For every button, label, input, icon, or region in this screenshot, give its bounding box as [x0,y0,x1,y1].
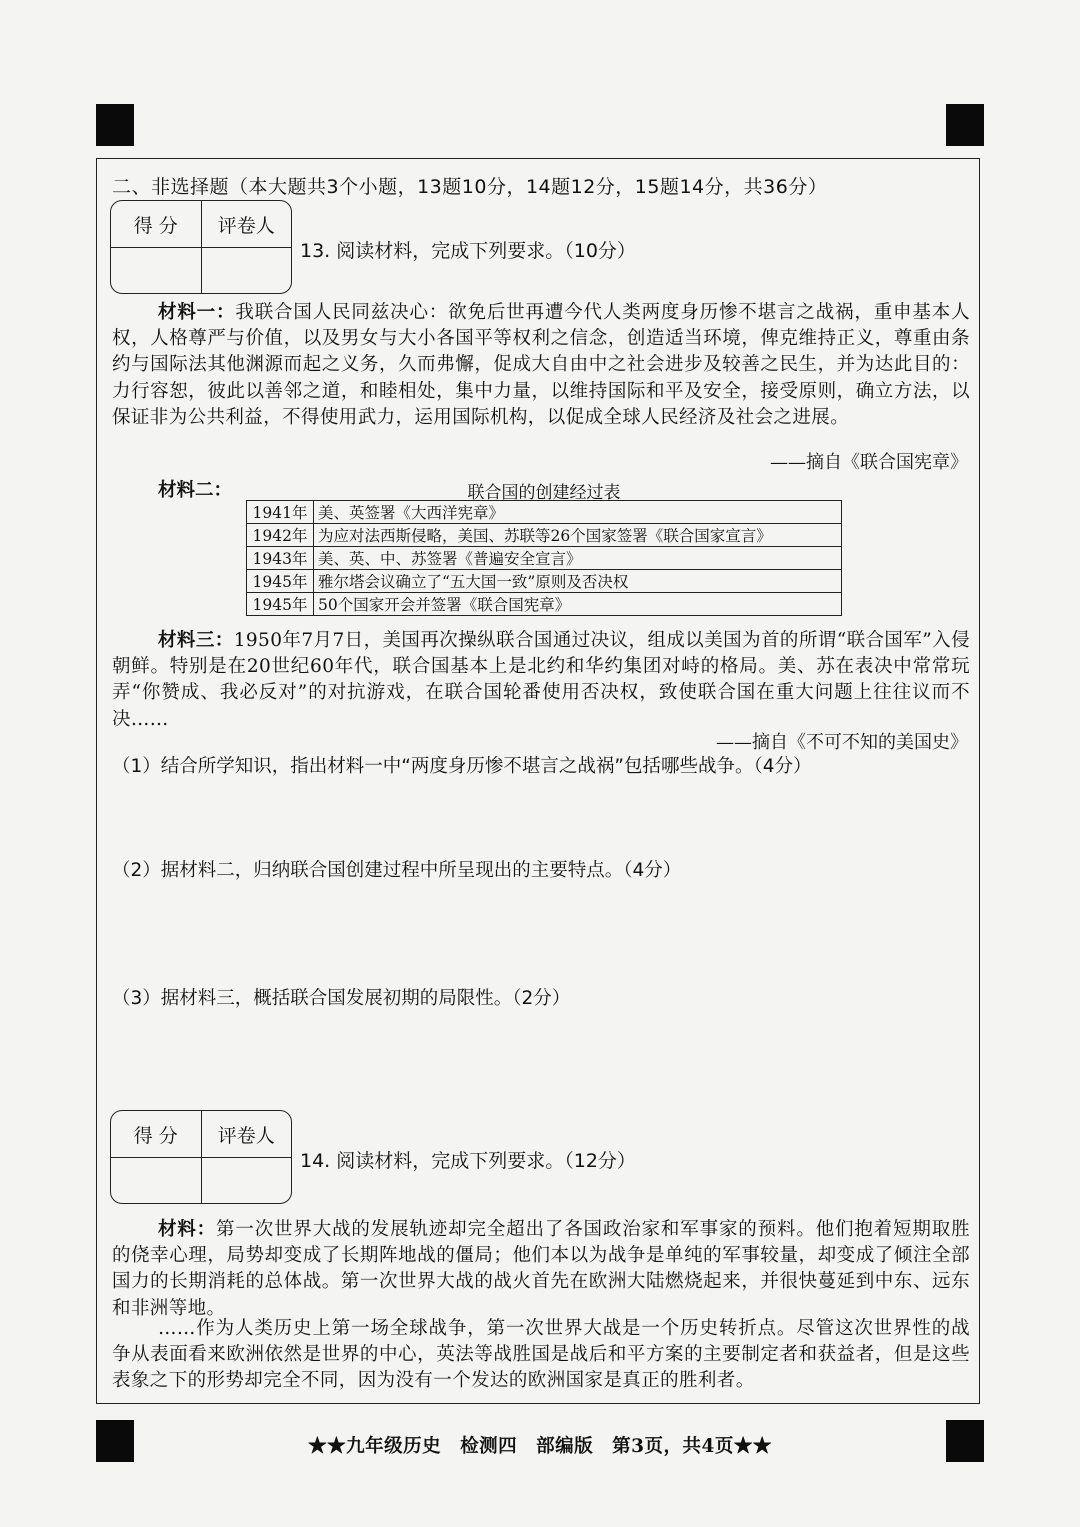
score-label: 得 分 [133,214,178,237]
table-year: 1941年 [247,501,314,524]
table-row [247,524,842,547]
founding-table [246,500,842,616]
score-box-q14 [110,1110,292,1204]
score-input[interactable] [111,1158,201,1204]
score-label: 得 分 [133,1124,178,1147]
material-3-source: ——摘自《不可不知的美国史》 [716,732,968,753]
table-event: 雅尔塔会议确立了“五大国一致”原则及否决权 [314,570,842,593]
material-1-label: 材料一： [158,302,236,323]
table-event: 50个国家开会并签署《联合国宪章》 [314,593,842,616]
table-year: 1943年 [247,547,314,570]
table-year: 1945年 [247,570,314,593]
table-event: 为应对法西斯侵略，美国、苏联等26个国家签署《联合国家宣言》 [314,524,842,547]
table-row [247,593,842,616]
material-2-label: 材料二： [158,480,233,501]
score-input[interactable] [111,248,201,294]
q13-title: 13. 阅读材料，完成下列要求。（10分） [300,240,636,262]
material-3-label: 材料三： [158,630,234,651]
grader-input[interactable] [201,248,292,294]
q14-material-p1 [112,1217,970,1322]
q13-material-3 [112,628,970,733]
table-row [247,501,842,524]
grader-label: 评卷人 [201,201,292,247]
q13-sub-question-3: （3）据材料三，概括联合国发展初期的局限性。（2分） [112,988,571,1009]
q13-material-1 [112,300,970,431]
q14-material-text-2: ……作为人类历史上第一场全球战争，第一次世界大战是一个历史转折点。尽管这次世界性的战争从表面看来欧洲依然是世界的中心，英法等战胜国是战后和平方案的主要制定者和获益者，但是这些表象之下的形势却完全不同，因为没有一个发达的欧洲国家是真正的胜利者。 [112,1318,970,1392]
table-year: 1942年 [247,524,314,547]
material-3-text: 1950年7月7日，美国再次操纵联合国通过决议，组成以美国为首的所谓“联合国军”入侵朝鲜。特别是在20世纪60年代，联合国基本上是北约和华约集团对峙的格局。美、苏在表决中常常玩弄“你赞成、我必反对”的对抗游戏，在联合国轮番使用否决权，致使联合国在重大问题上往往议而不决…… [112,630,970,730]
material-1-source: ——摘自《联合国宪章》 [770,452,968,473]
table-event: 美、英、中、苏签署《普遍安全宣言》 [314,547,842,570]
page-footer: ★★九年级历史 检测四 部编版 第3页，共4页★★ [308,1436,772,1457]
q14-material-label: 材料： [158,1219,217,1240]
registration-mark-top-right [946,104,984,146]
grader-label: 评卷人 [201,1111,292,1157]
grader-input[interactable] [201,1158,292,1204]
registration-mark-top-left [96,104,134,146]
table-year: 1945年 [247,593,314,616]
table-title: 联合国的创建经过表 [467,483,621,503]
q13-sub-question-1: （1）结合所学知识，指出材料一中“两度身历惨不堪言之战祸”包括哪些战争。（4分） [112,756,812,777]
q14-material-p2 [112,1316,970,1395]
material-1-text: 我联合国人民同兹决心：欲免后世再遭今代人类两度身历惨不堪言之战祸，重申基本人权，人格尊严与价值，以及男女与大小各国平等权利之信念，创造适当环境，俾克维持正义，尊重由条约与国际法其他渊源而起之义务，久而弗懈，促成大自由中之社会进步及较善之民生，并为达此目的：力行容恕，彼此以善邻之道，和睦相处，集中力量，以维持国际和平及安全，接受原则，确立方法，以保证非为公共利益，不得使用武力，运用国际机构，以促成全球人民经济及社会之进展。 [112,302,970,428]
table-event: 美、英签署《大西洋宪章》 [314,501,842,524]
table-row [247,570,842,593]
q13-sub-question-2: （2）据材料二，归纳联合国创建过程中所呈现出的主要特点。（4分） [112,860,682,881]
q14-title: 14. 阅读材料，完成下列要求。（12分） [300,1150,636,1172]
q14-material-text-1: 第一次世界大战的发展轨迹却完全超出了各国政治家和军事家的预料。他们抱着短期取胜的侥幸心理，局势却变成了长期阵地战的僵局；他们本以为战争是单纯的军事较量，却变成了倾注全部国力的长期消耗的总体战。第一次世界大战的战火首先在欧洲大陆燃烧起来，并很快蔓延到中东、远东和非洲等地。 [112,1219,970,1319]
score-box-q13 [110,200,292,294]
table-row [247,547,842,570]
section-title: 二、非选择题（本大题共3个小题，13题10分，14题12分，15题14分，共36分） [112,176,828,198]
